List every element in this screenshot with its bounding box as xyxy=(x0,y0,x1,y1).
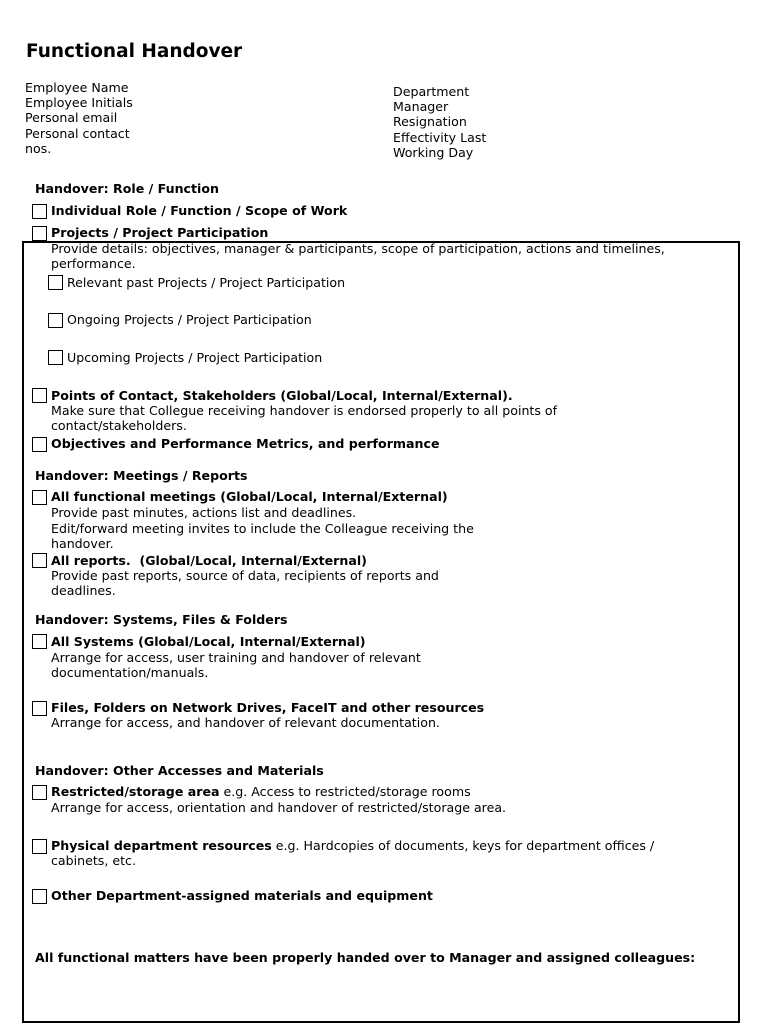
projects-label: Projects / Project Participation xyxy=(51,225,269,240)
objectives-label: Objectives and Performance Metrics, and performance xyxy=(51,436,440,451)
files-folders-label: Files, Folders on Network Drives, FaceIT and other resources xyxy=(51,700,485,715)
relevant-projects-checkbox[interactable] xyxy=(48,275,63,290)
individual-role-label: Individual Role / Function / Scope of Work xyxy=(51,203,348,218)
restricted-area-note: e.g. Access to restricted/storage rooms xyxy=(219,784,471,799)
upcoming-projects-checkbox[interactable] xyxy=(48,350,63,365)
employee-initials-label: Employee Initials xyxy=(25,95,133,111)
systems-description: Arrange for access, user training and handover of relevant documentation/manuals. xyxy=(51,650,421,680)
projects-checkbox[interactable] xyxy=(32,226,47,241)
objectives-checkbox[interactable] xyxy=(32,437,47,452)
effectivity-last-label: Effectivity Last xyxy=(393,129,487,145)
section-heading-systems: Handover: Systems, Files & Folders xyxy=(35,612,288,627)
restricted-area-description: Arrange for access, orientation and handover of restricted/storage area. xyxy=(51,800,507,815)
meetings-description-2: Edit/forward meeting invites to include the Colleague receiving the handover. xyxy=(51,521,474,551)
points-of-contact-checkbox[interactable] xyxy=(32,388,47,403)
employee-info-labels xyxy=(25,80,133,156)
restricted-area-checkbox[interactable] xyxy=(32,785,47,800)
physical-resources-checkbox[interactable] xyxy=(32,839,47,854)
department-label: Department xyxy=(393,84,470,99)
reports-description: Provide past reports, source of data, recipients of reports and deadlines. xyxy=(51,568,439,598)
individual-role-checkbox[interactable] xyxy=(32,204,47,219)
projects-description: Provide details: objectives, manager & participants, scope of participation, actions and timelines, performance. xyxy=(51,241,665,271)
personal-contact-label-cont: nos. xyxy=(25,140,52,156)
resignation-label: Resignation xyxy=(393,114,467,130)
physical-resources-note: e.g. Hardcopies of documents, keys for department offices / cabinets, etc. xyxy=(51,838,655,868)
department-info-labels xyxy=(393,84,486,160)
systems-checkbox[interactable] xyxy=(32,634,47,649)
points-of-contact-description: Make sure that Collegue receiving handover is endorsed properly to all points of contact/stakeholders. xyxy=(51,403,558,433)
personal-contact-label: Personal contact xyxy=(25,125,130,141)
physical-resources-title: Physical department resources xyxy=(51,838,272,853)
relevant-projects-label: Relevant past Projects / Project Participation xyxy=(67,275,346,290)
section-heading-meetings: Handover: Meetings / Reports xyxy=(35,468,248,483)
other-materials-label: Other Department-assigned materials and equipment xyxy=(51,888,433,903)
reports-label: All reports. (Global/Local, Internal/External) xyxy=(51,553,367,568)
ongoing-projects-label: Ongoing Projects / Project Participation xyxy=(67,312,312,327)
reports-checkbox[interactable] xyxy=(32,553,47,568)
restricted-area-title: Restricted/storage area xyxy=(51,784,220,799)
restricted-area-label xyxy=(51,784,471,800)
points-of-contact-label: Points of Contact, Stakeholders (Global/Local, Internal/External). xyxy=(51,388,513,403)
upcoming-projects-label: Upcoming Projects / Project Participation xyxy=(67,350,323,365)
systems-label: All Systems (Global/Local, Internal/External) xyxy=(51,634,366,649)
employee-name-label: Employee Name xyxy=(25,80,129,95)
working-day-label: Working Day xyxy=(393,144,474,160)
meetings-label: All functional meetings (Global/Local, Internal/External) xyxy=(51,489,448,504)
section-heading-other: Handover: Other Accesses and Materials xyxy=(35,763,324,778)
meetings-description-1: Provide past minutes, actions list and deadlines. xyxy=(51,505,357,520)
personal-email-label: Personal email xyxy=(25,110,118,126)
meetings-checkbox[interactable] xyxy=(32,490,47,505)
handover-confirmation-statement: All functional matters have been properly handed over to Manager and assigned colleagues: xyxy=(35,950,696,965)
physical-resources-label xyxy=(51,838,711,868)
page-title: Functional Handover xyxy=(26,41,243,62)
section-heading-role: Handover: Role / Function xyxy=(35,181,219,196)
files-folders-description: Arrange for access, and handover of relevant documentation. xyxy=(51,715,440,730)
files-folders-checkbox[interactable] xyxy=(32,701,47,716)
manager-label: Manager xyxy=(393,99,449,115)
other-materials-checkbox[interactable] xyxy=(32,889,47,904)
ongoing-projects-checkbox[interactable] xyxy=(48,313,63,328)
